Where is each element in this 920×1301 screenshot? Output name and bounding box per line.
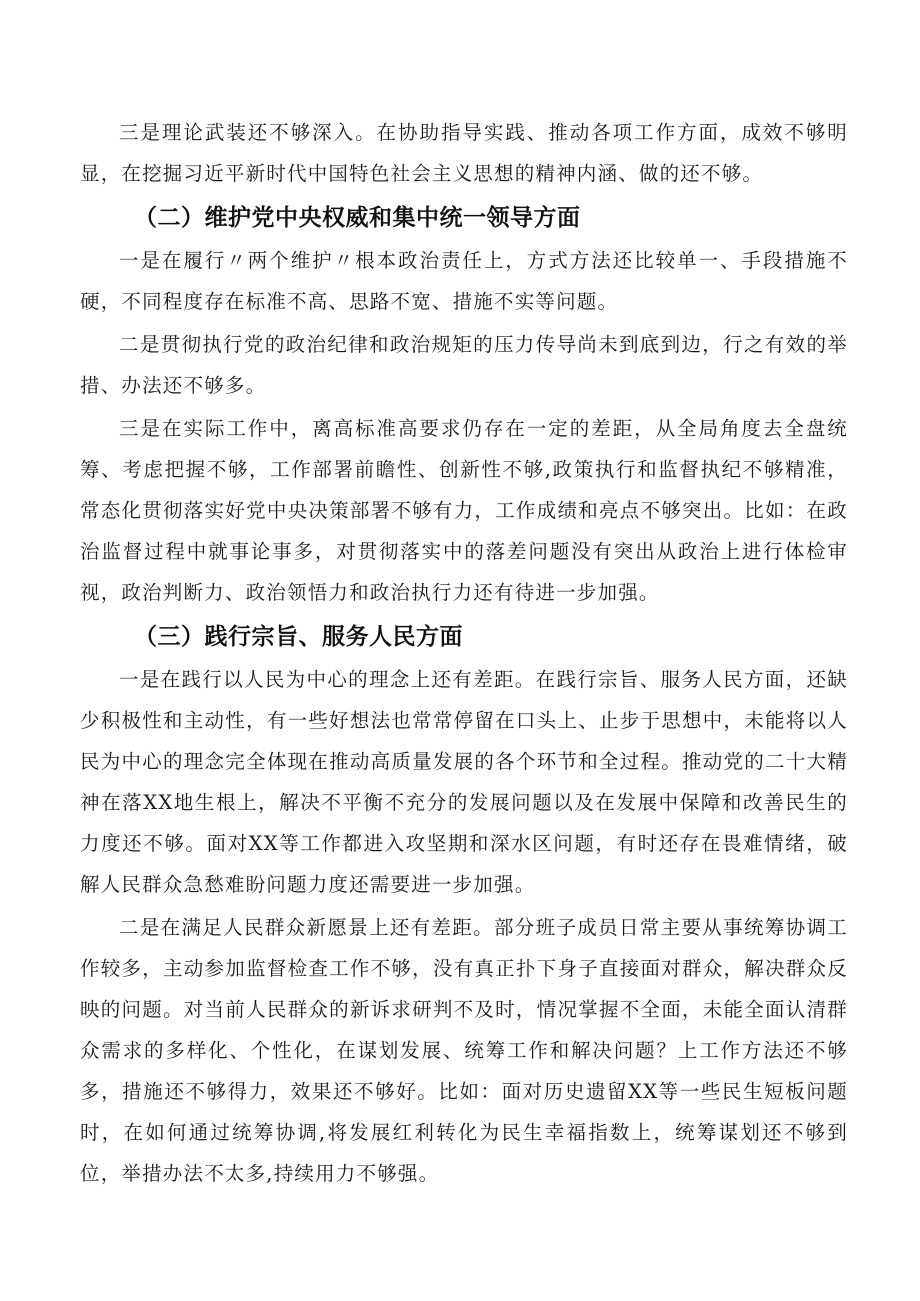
- paragraph-2-2: 二是贯彻执行党的政治纪律和政治规矩的压力传导尚未到底到边，行之有效的举措、办法还不够多。: [80, 333, 848, 397]
- paragraph-2-3: 三是在实际工作中，离高标准高要求仍存在一定的差距，从全局角度去全盘统筹、考虑把握不够，工作部署前瞻性、创新性不够,政策执行和监督执纪不够精准，常态化贯彻落实好党中央决策部署不够有力，工作成绩和亮点不够突出。比如：在政治监督过程中就事论事多，对贯彻落实中的落差问题没有突出从政治上进行体检审视，政治判断力、政治领悟力和政治执行力还有待进一步加强。: [80, 417, 848, 604]
- section-heading-2: （二）维护党中央权威和集中统一领导方面: [134, 205, 581, 231]
- paragraph-3-2: 二是在满足人民群众新愿景上还有差距。部分班子成员日常主要从事统筹协调工作较多，主动参加监督检查工作不够，没有真正扑下身子直接面对群众，解决群众反映的问题。对当前人民群众的新诉求研判不及时，情况掌握不全面，未能全面认清群众需求的多样化、个性化，在谋划发展、统筹工作和解决问题？上工作方法还不够多，措施还不够得力，效果还不够好。比如：面对历史遗留XX等一些民生短板问题时，在如何通过统筹协调,将发展红利转化为民生幸福指数上，统筹谋划还不够到位，举措办法不太多,持续用力不够强。: [80, 916, 848, 1185]
- document-body: [80, 112, 848, 1196]
- paragraph-2-1: 一是在履行〃两个维护〃根本政治责任上，方式方法还比较单一、手段措施不硬，不同程度存在标准不高、思路不宽、措施不实等问题。: [80, 249, 848, 313]
- paragraph-3-1: 一是在践行以人民为中心的理念上还有差距。在践行宗旨、服务人民方面，还缺少积极性和主动性，有一些好想法也常常停留在口头上、止步于思想中，未能将以人民为中心的理念完全体现在推动高质量发展的各个环节和全过程。推动党的二十大精神在落XX地生根上，解决不平衡不充分的发展问题以及在发展中保障和改善民生的力度还不够。面对XX等工作都进入攻坚期和深水区问题，有时还存在畏难情绪，破解人民群众急愁难盼问题力度还需要进一步加强。: [80, 668, 848, 896]
- paragraph-theory: 三是理论武装还不够深入。在协助指导实践、推动各项工作方面，成效不够明显，在挖掘习近平新时代中国特色社会主义思想的精神内涵、做的还不够。: [80, 121, 848, 185]
- section-heading-3: （三）践行宗旨、服务人民方面: [134, 624, 463, 650]
